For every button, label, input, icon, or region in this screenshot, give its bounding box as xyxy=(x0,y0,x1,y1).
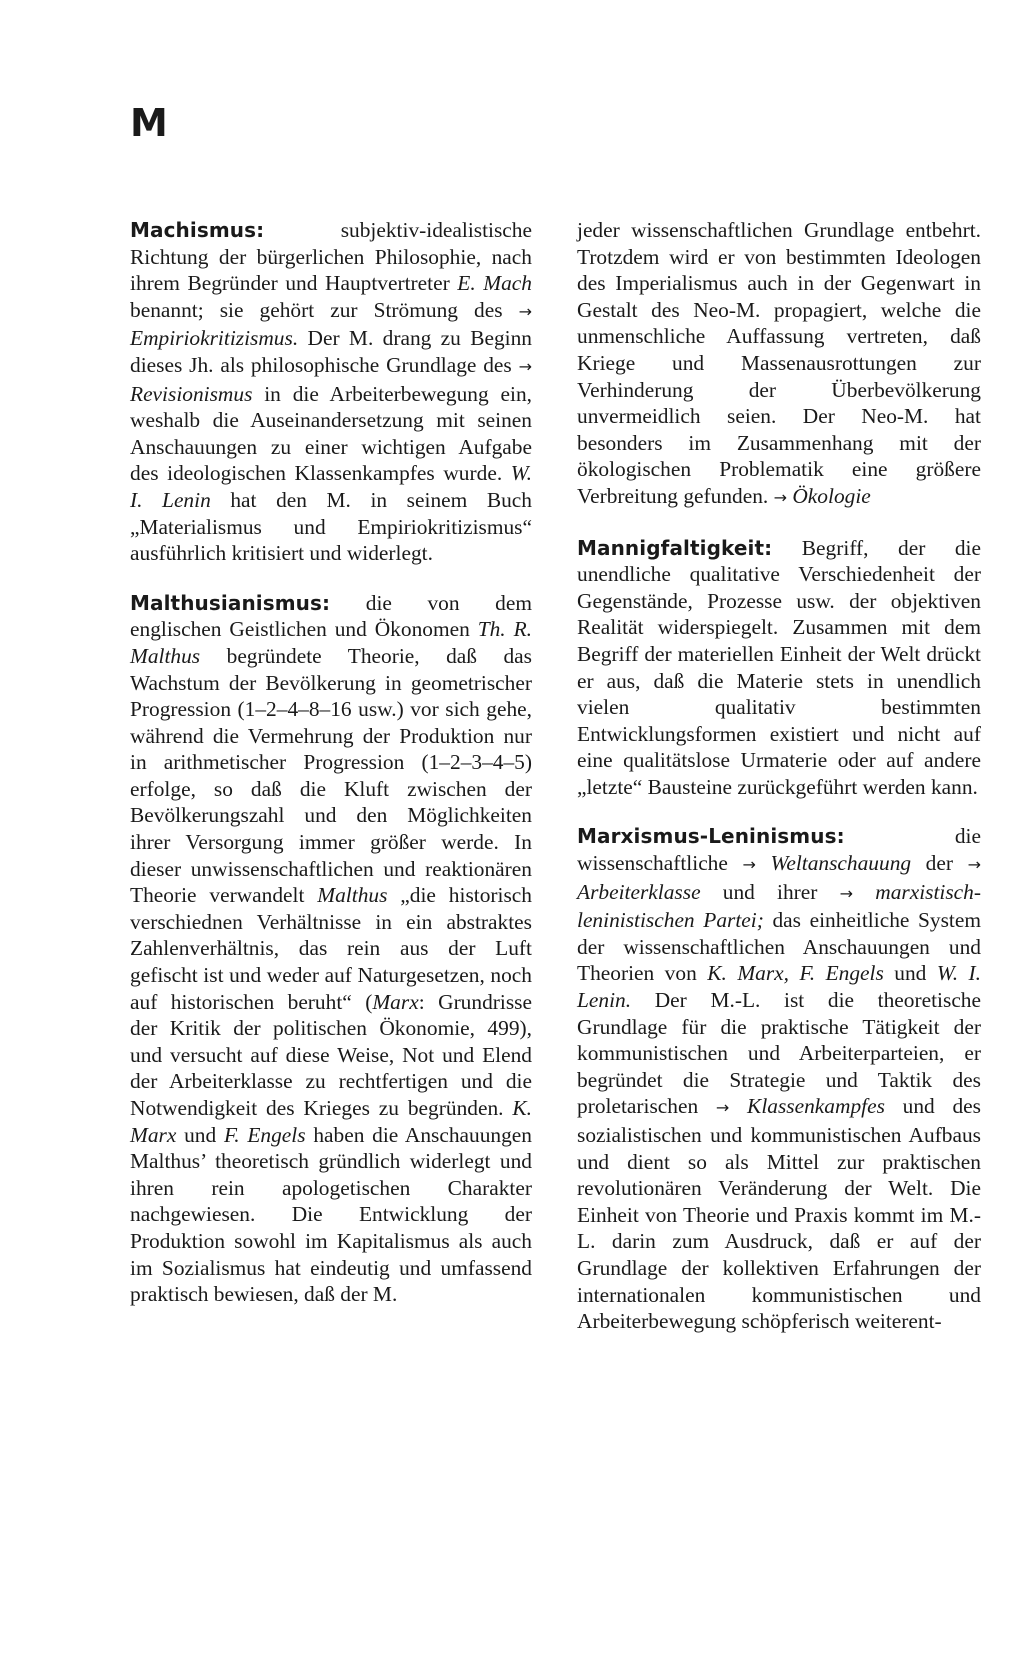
cross-reference-arrow-icon: → xyxy=(967,855,981,875)
entry-text: haben die Anschauungen Malthus’ theoretisch gründlich widerlegt und ihren rein apologetischen Charakter nachgewiesen. Die Entwicklung der Produktion sowohl im Kapitalismus als auch im Sozialismus hat eindeutig und umfassend praktisch bewiesen, daß der M. xyxy=(130,1122,532,1307)
entry-text: in die Arbeiterbewegung ein, weshalb die Auseinandersetzung mit seinen Anschauungen zu einer wichtigen Aufgabe des ideologischen Klassenkampfes wurde. xyxy=(130,381,532,486)
entry-headword: Malthusianismus: xyxy=(130,590,331,615)
left-column xyxy=(130,217,532,1328)
entry-text: jeder wissenschaftlichen Grundlage entbehrt. Trotzdem wird er von bestimmten Ideologen des Imperialismus auch in der Gegenwart in Gestalt des Neo-M. propagiert, welche die unmenschliche Auffassung vertreten, daß Kriege und Massenausrottungen zur Verhinderung der Überbevölkerung unvermeidlich seien. Der Neo-M. hat besonders im Zusammenhang mit der ökologischen Problematik eine größere Verbreitung gefunden. xyxy=(577,218,981,508)
entry-text: Der M.-L. ist die theoretische Grundlage für die praktische Tätigkeit der kommunistischen und Arbeiterparteien, er begründet die Strategie und Taktik des proletarischen xyxy=(577,988,981,1119)
cross-reference-link: Klassenkampfes xyxy=(729,1094,885,1119)
entry-text: hat den M. in seinem Buch „Materialismus und Empiriokritizismus“ ausführlich kritisiert und widerlegt. xyxy=(130,487,532,566)
cross-reference-link: Ökologie xyxy=(787,483,871,508)
entry-marxismus-leninismus xyxy=(577,823,981,1334)
entry-italic: Th. R. Malthus xyxy=(130,617,532,668)
entry-italic: F. Engels xyxy=(223,1122,306,1147)
section-letter: M xyxy=(130,101,168,145)
entry-machismus xyxy=(130,217,532,567)
cross-reference-link: Weltanschauung xyxy=(755,851,912,876)
entry-text: benannt; sie gehört zur Strömung des xyxy=(130,297,519,322)
entry-headword: Marxismus-Leninismus: xyxy=(577,824,845,849)
entry-italic: Marx xyxy=(372,989,419,1014)
entry-text: Begriff, der die unendliche qualitative Verschiedenheit der Gegenstände, Prozesse usw. der objektiven Realität widerspiegelt. Zusammen mit dem Begriff der materiellen Einheit der Welt drückt er aus, daß die Materie stets in unendlich vielen qualitativ bestimmten Entwicklungsformen existiert und nicht auf eine qualitätslose Urmaterie oder auf andere „letzte“ Bausteine zurückgeführt werden kann. xyxy=(577,535,981,799)
cross-reference-arrow-icon: → xyxy=(518,301,532,321)
cross-reference-link: Revisionismus xyxy=(130,381,253,406)
entry-text: begründete Theorie, daß das Wachstum der Bevölkerung in geometrischer Progression (1–2–4–8–16 usw.) vor sich gehe, während die Vermehrung der Produktion nur in arithmetischer Progression (1–2–3–4–5) erfolge, so daß die Kluft zwischen der Bevölkerungszahl und den Möglichkeiten ihrer Versorgung immer größer werde. In dieser unwissenschaftlichen und reaktionären Theorie verwandelt xyxy=(130,643,532,908)
entry-text: und des sozialistischen und kommunistischen Aufbaus und dient so als Mittel zur praktischen revolutionären Veränderung der Welt. Die Einheit von Theorie und Praxis kommt im M.-L. darin zum Ausdruck, daß er auf der Grundlage der kollektiven Erfahrungen der internationalen kommunistischen und Arbeiterbewegung schöpferisch weiterent- xyxy=(577,1094,981,1334)
entry-text: die von dem englischen Geistlichen und Ökonomen xyxy=(130,590,532,642)
entry-italic: W. I. Lenin. xyxy=(577,961,981,1013)
entry-text: subjektiv-idealistische Richtung der bürgerlichen Philosophie, nach ihrem Begründer und Hauptvertreter xyxy=(130,218,532,296)
entry-text: das einheitliche System der wissenschaftlichen Anschauungen und Theorien von xyxy=(577,908,981,986)
entry-italic: K. Marx xyxy=(130,1096,532,1147)
entry-text: der xyxy=(911,851,968,876)
entry-text: Der M. drang zu Beginn dieses Jh. als philosophische Grundlage des xyxy=(130,326,532,377)
cross-reference-arrow-icon: → xyxy=(715,1098,730,1118)
entry-italic: Malthus xyxy=(317,883,388,908)
cross-reference-link: Empiriokritizismus. xyxy=(130,326,299,351)
entry-mannigfaltigkeit xyxy=(577,535,981,801)
right-column xyxy=(577,217,981,1355)
cross-reference-arrow-icon: → xyxy=(839,883,854,903)
entry-continuation xyxy=(577,217,981,512)
entry-text: und xyxy=(883,961,937,986)
cross-reference-arrow-icon: → xyxy=(742,855,756,875)
entry-text: „die historisch verschiednen Verhältnisse in ein abstraktes Zahlenverhältnis, das rein aus der Luft gefischt ist und weder auf Naturgesetzen, noch auf historischen beruht“ ( xyxy=(130,883,532,1014)
entry-italic: W. I. Lenin xyxy=(130,461,532,512)
cross-reference-arrow-icon: → xyxy=(518,356,532,376)
entry-headword: Machismus: xyxy=(130,218,265,242)
cross-reference-link: marxistisch-leninistischen Partei; xyxy=(577,879,981,933)
cross-reference-link: Arbeiterklasse xyxy=(577,879,701,904)
entry-text: und ihrer xyxy=(700,879,840,904)
entry-italic: E. Mach xyxy=(457,271,532,296)
entry-malthusianismus xyxy=(130,590,532,1308)
entry-headword: Mannigfaltigkeit: xyxy=(577,535,773,560)
entry-italic: K. Marx, F. Engels xyxy=(707,961,884,986)
entry-text: und xyxy=(176,1122,224,1147)
entry-text: : Grundrisse der Kritik der politischen Ökonomie, 499), und versucht auf diese Weise, Not und Elend der Arbeiterklasse zu rechtfertigen und die Notwendigkeit des Krieges zu begründen. xyxy=(130,989,532,1120)
entry-text: die wissenschaftliche xyxy=(577,824,981,876)
cross-reference-arrow-icon: → xyxy=(773,487,788,507)
